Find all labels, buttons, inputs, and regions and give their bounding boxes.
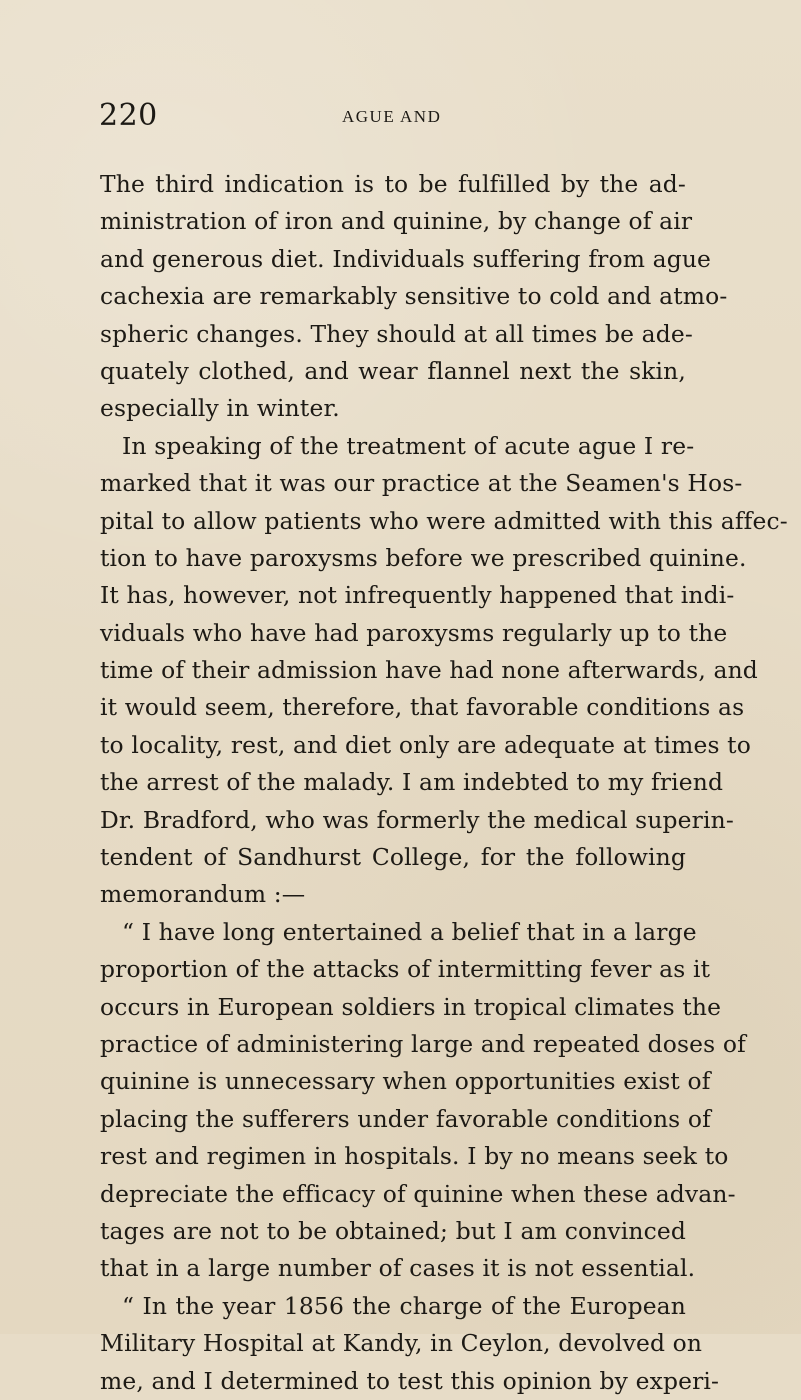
text-line: Military Hospital at Kandy, in Ceylon, devolved on bbox=[100, 1329, 703, 1358]
text-line: ministration of iron and quinine, by change of air bbox=[100, 207, 693, 236]
text-line: The third indication is to be fulfilled by the ad- bbox=[100, 170, 686, 198]
body-text bbox=[100, 166, 788, 1400]
text-line: and generous diet. Individuals suffering from ague bbox=[100, 244, 712, 273]
text-line: me, and I determined to test this opinion by experi- bbox=[100, 1366, 720, 1395]
text-line: time of their admission have had none afterwards, and bbox=[100, 656, 758, 685]
text-line: especially in winter. bbox=[100, 394, 340, 423]
text-line: quinine is unnecessary when opportunities exist of bbox=[100, 1067, 711, 1096]
text-line: quately clothed, and wear flannel next the skin, bbox=[100, 356, 686, 385]
running-head: AGUE AND bbox=[342, 107, 442, 126]
text-line: “ In the year 1856 the charge of the European bbox=[122, 1291, 686, 1320]
text-line: proportion of the attacks of intermitting fever as it bbox=[100, 955, 711, 984]
text-line: occurs in European soldiers in tropical climates the bbox=[100, 992, 722, 1021]
text-line: to locality, rest, and diet only are adequate at times to bbox=[100, 730, 751, 759]
text-line: Dr. Bradford, who was formerly the medical superin- bbox=[100, 805, 734, 834]
text-line: tendent of Sandhurst College, for the following bbox=[100, 843, 686, 872]
text-line: tion to have paroxysms before we prescribed quinine. bbox=[100, 543, 747, 572]
text-line: that in a large number of cases it is not essential. bbox=[100, 1254, 696, 1283]
page-header bbox=[99, 96, 685, 136]
text-line: rest and regimen in hospitals. I by no means seek to bbox=[100, 1142, 729, 1171]
text-line: viduals who have had paroxysms regularly up to the bbox=[100, 618, 728, 647]
text-line: memorandum :— bbox=[100, 880, 306, 909]
text-line: marked that it was our practice at the Seamen's Hos- bbox=[100, 469, 743, 498]
text-line: it would seem, therefore, that favorable conditions as bbox=[100, 693, 745, 722]
text-line: tages are not to be obtained; but I am convinced bbox=[100, 1216, 686, 1245]
page-number: 220 bbox=[99, 98, 158, 133]
text-line: spheric changes. They should at all times be ade- bbox=[100, 319, 693, 348]
text-line: cachexia are remarkably sensitive to cold and atmo- bbox=[100, 282, 728, 311]
text-line: the arrest of the malady. I am indebted to my friend bbox=[100, 768, 724, 797]
text-line: “ I have long entertained a belief that in a large bbox=[122, 917, 697, 946]
text-line: It has, however, not infrequently happened that indi- bbox=[100, 581, 735, 610]
text-line: In speaking of the treatment of acute ague I re- bbox=[122, 431, 695, 460]
text-line: pital to allow patients who were admitted with this affec- bbox=[100, 506, 788, 535]
text-line: practice of administering large and repeated doses of bbox=[100, 1029, 746, 1058]
text-line: placing the sufferers under favorable conditions of bbox=[100, 1104, 711, 1133]
text-line: depreciate the efficacy of quinine when these advan- bbox=[100, 1179, 736, 1208]
